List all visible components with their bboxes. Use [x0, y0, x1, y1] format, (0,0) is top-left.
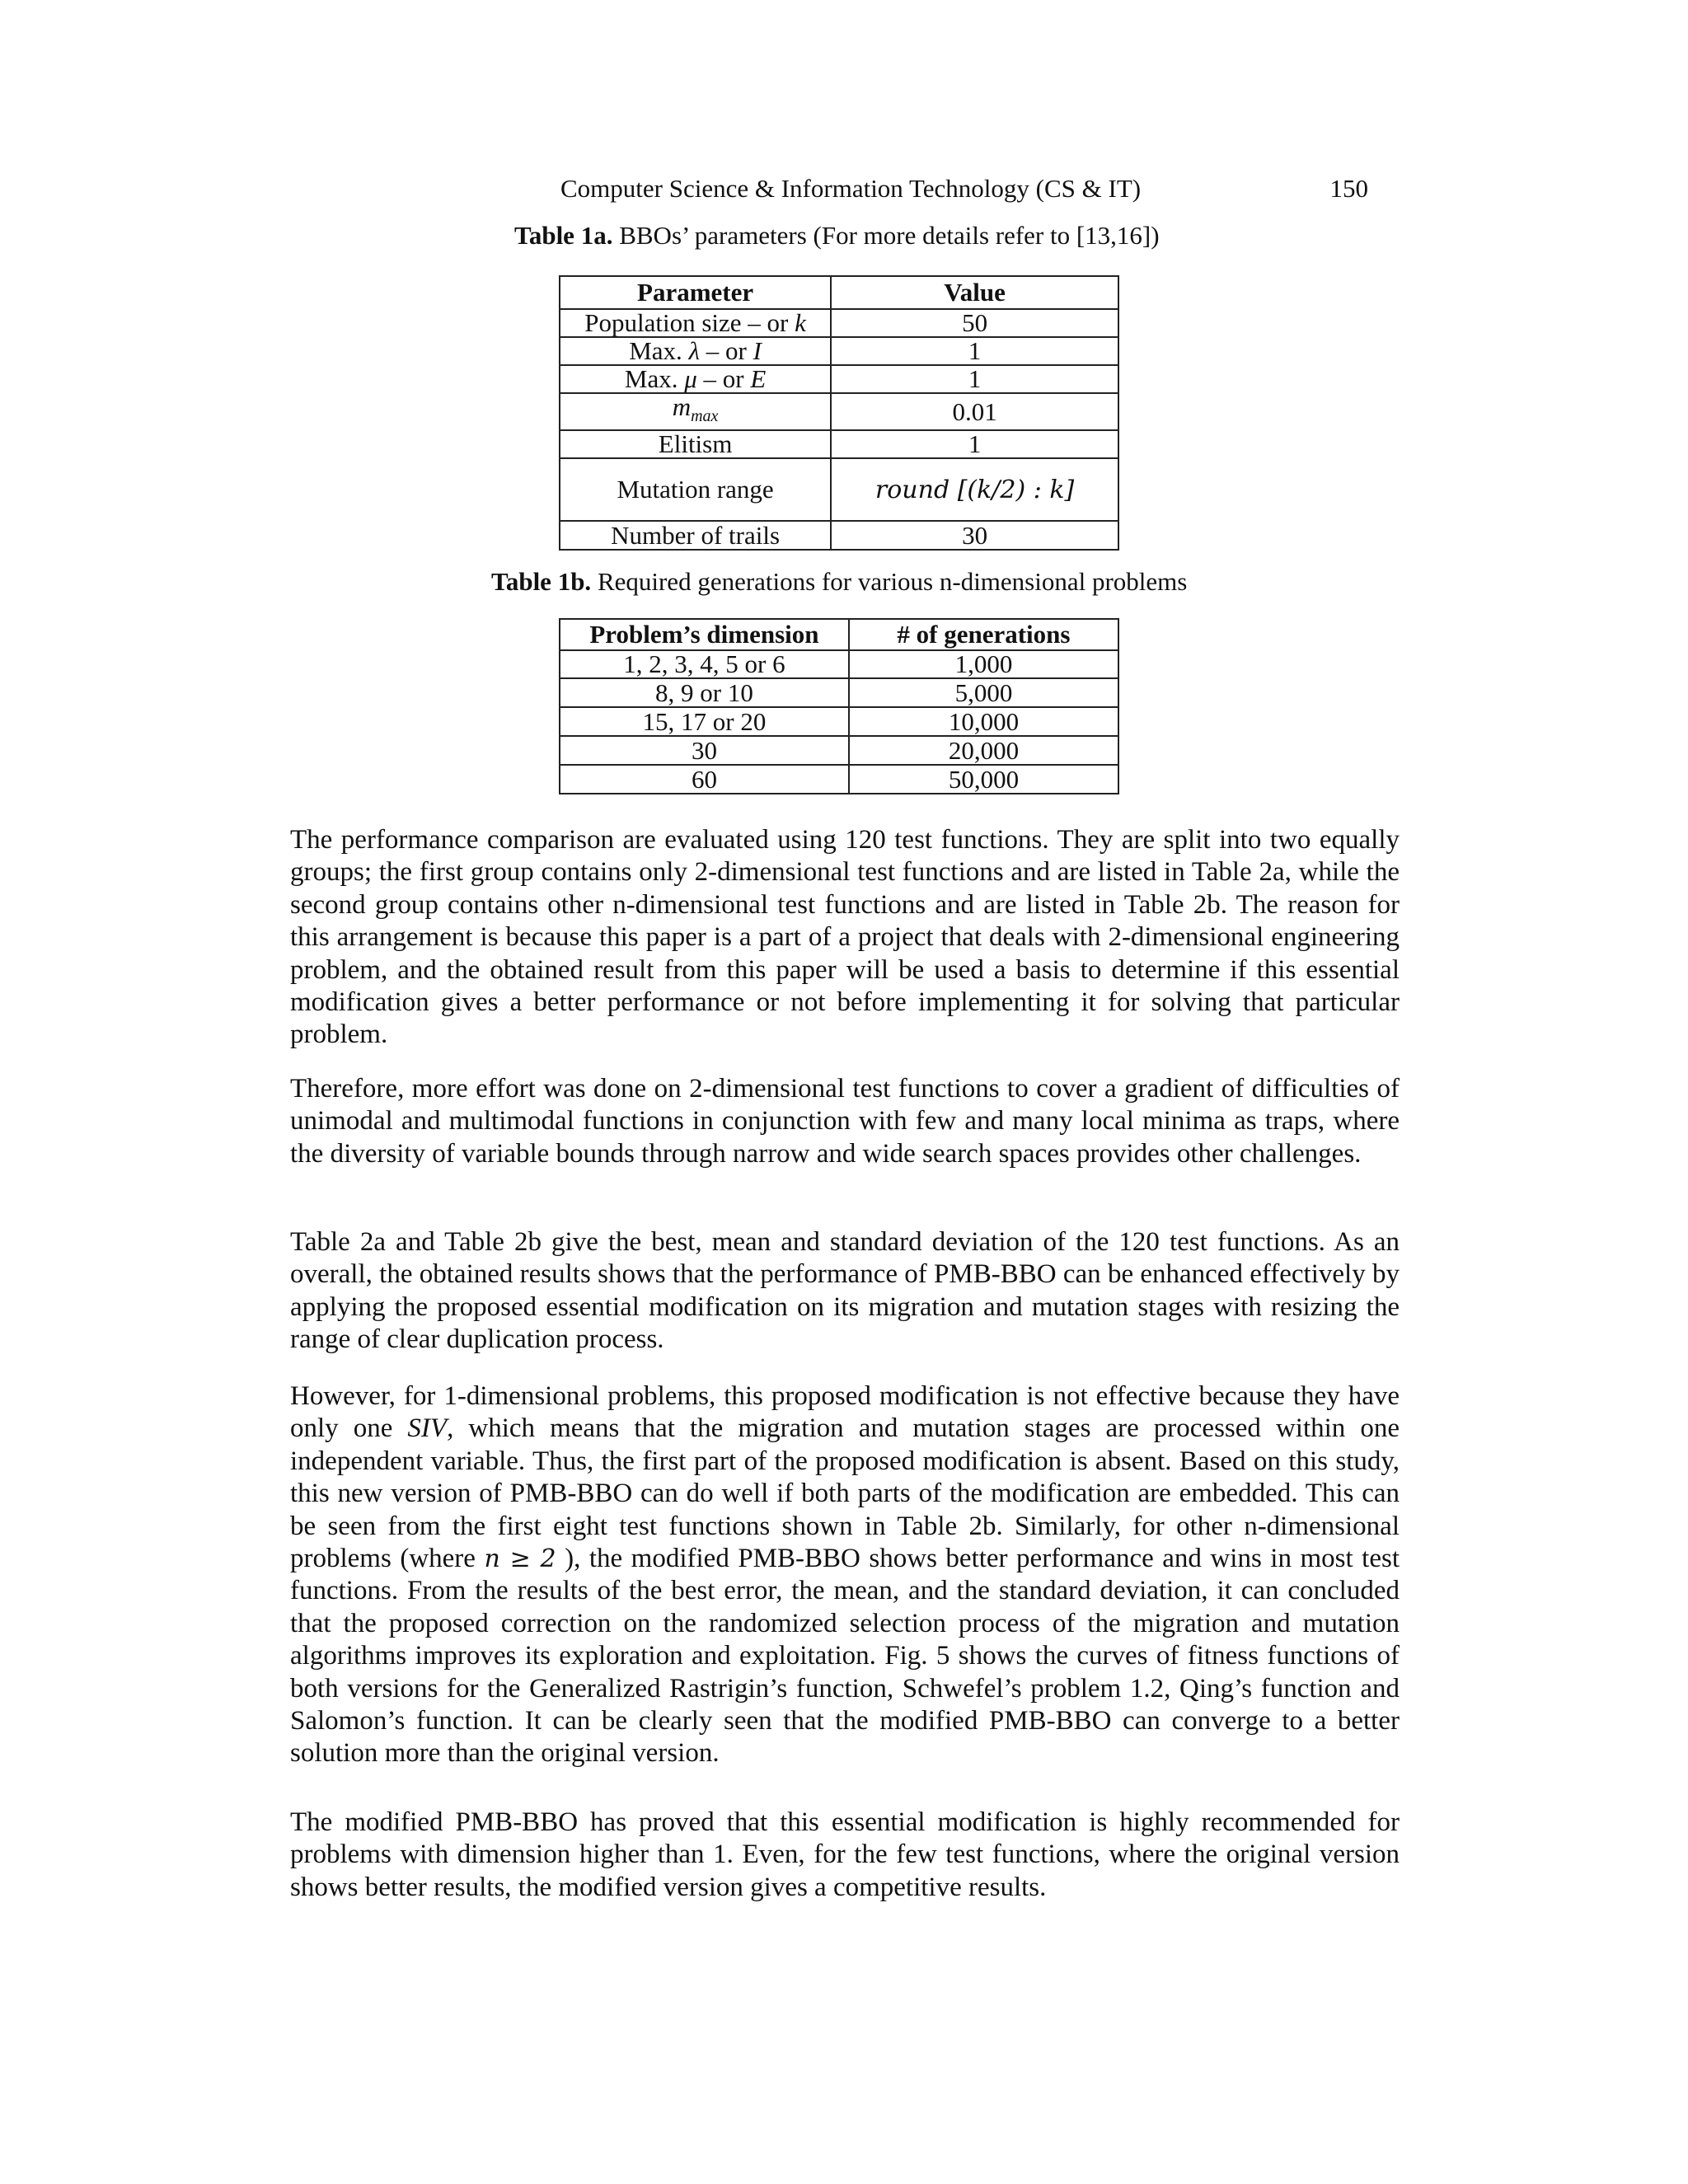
value-cell: 30 [831, 521, 1118, 550]
table-1b [559, 618, 1119, 794]
journal-title: Computer Science & Information Technology (CS & IT) [560, 174, 1142, 203]
param-cell: Number of trails [560, 521, 831, 550]
inline-math-n-ge-2: n ≥ 2 [484, 1544, 556, 1574]
value-cell: 1 [831, 430, 1118, 458]
table-row [560, 393, 1118, 430]
running-header [288, 169, 1401, 210]
body-paragraph-2: Therefore, more effort was done on 2-dimensional test functions to cover a gradient of difficulties of unimodal and multimodal functions in conjunction with few and many local minima as traps, where the diversity of variable bounds through narrow and wide search spaces provides other challenges. [290, 1074, 1400, 1169]
column-header: Value [831, 276, 1118, 309]
table-row [560, 430, 1118, 458]
param-cell: Max. λ – or I [560, 337, 831, 365]
body-paragraph-3: Table 2a and Table 2b give the best, mean and standard deviation of the 120 test functions. As an overall, the obtained results shows that the performance of PMB-BBO can be enhanced effectively by applying the proposed essential modification on its migration and mutation stages with resizing the range of clear duplication process. [290, 1227, 1400, 1355]
table-row [560, 521, 1118, 550]
value-cell: 50 [831, 309, 1118, 337]
table-1b-label: Table 1b. [491, 567, 592, 596]
table-row [560, 458, 1118, 521]
table-1a-caption-text: BBOs’ parameters (For more details refer to [13,16]) [612, 221, 1160, 250]
table-row [560, 678, 1118, 707]
dimension-cell: 15, 17 or 20 [560, 707, 849, 736]
param-cell: Max. μ – or E [560, 365, 831, 393]
table-1a [559, 275, 1119, 551]
column-header: # of generations [849, 619, 1118, 650]
table-row [560, 765, 1118, 794]
column-header: Problem’s dimension [560, 619, 849, 650]
param-cell: Mutation range [560, 458, 831, 521]
siv-term: SIV [407, 1413, 448, 1444]
table-row [560, 650, 1118, 678]
generations-cell: 50,000 [849, 765, 1118, 794]
table-row [560, 309, 1118, 337]
page-number: 150 [1329, 174, 1368, 203]
generations-cell: 20,000 [849, 736, 1118, 765]
value-cell: 1 [831, 337, 1118, 365]
value-cell: 1 [831, 365, 1118, 393]
param-cell: $m_{max}$ [560, 393, 831, 430]
column-header: Parameter [560, 276, 831, 309]
mutation-range-formula: round [(k/2) : k] [874, 475, 1075, 504]
param-cell: Elitism [560, 430, 831, 458]
table-row [560, 736, 1118, 765]
table-row [560, 337, 1118, 365]
table-row [560, 707, 1118, 736]
table-1a-caption [514, 221, 1160, 251]
body-paragraph-5: The modified PMB-BBO has proved that this essential modification is highly recommended for problems with dimension higher than 1. Even, for the few test functions, where the original version shows better results, the modified version gives a competitive results. [290, 1807, 1400, 1902]
dimension-cell: 60 [560, 765, 849, 794]
value-cell-formula [831, 458, 1118, 521]
generations-cell: 1,000 [849, 650, 1118, 678]
value-cell: 0.01 [831, 393, 1118, 430]
body-paragraph-1: The performance comparison are evaluated using 120 test functions. They are split into two equally groups; the first group contains only 2-dimensional test functions and are listed in Table 2a, while the second group contains other n-dimensional test functions and are listed in Table 2b. The reason for this arrangement is because this paper is a part of a project that deals with 2-dimensional engineering problem, and the obtained result from this paper will be used a basis to determine if this essential modification gives a better performance or not before implementing it for solving that particular problem. [290, 825, 1400, 1050]
body-paragraph-4: However, for 1-dimensional problems, this proposed modification is not effective because they have only one SIV, which means that the migration and mutation stages are processed within one independent variable. Thus, the first part of the proposed modification is absent. Based on this study, this new version of PMB-BBO can do well if both parts of the modification are embedded. This can be seen from the first eight test functions shown in Table 2b. Similarly, for other n-dimensional problems (where n ≥ 2 ), the modified PMB-BBO shows better performance and wins in most test functions. From the results of the best error, the mean, and the standard deviation, it can concluded that the proposed correction on the randomized selection process of the migration and mutation algorithms improves its exploration and exploitation. Fig. 5 shows the curves of fitness functions of both versions for the Generalized Rastrigin’s function, Schwefel’s problem 1.2, Qing’s function and Salomon’s function. It can be clearly seen that the modified PMB-BBO can converge to a better solution more than the original version. [290, 1381, 1400, 1769]
dimension-cell: 30 [560, 736, 849, 765]
table-header-row [560, 276, 1118, 309]
generations-cell: 10,000 [849, 707, 1118, 736]
table-header-row [560, 619, 1118, 650]
table-1b-caption-text: Required generations for various n-dimensional problems [591, 567, 1188, 596]
table-1a-label: Table 1a. [514, 221, 613, 250]
param-cell: Population size – or k [560, 309, 831, 337]
table-row [560, 365, 1118, 393]
dimension-cell: 8, 9 or 10 [560, 678, 849, 707]
table-1b-caption [491, 567, 1187, 597]
dimension-cell: 1, 2, 3, 4, 5 or 6 [560, 650, 849, 678]
generations-cell: 5,000 [849, 678, 1118, 707]
